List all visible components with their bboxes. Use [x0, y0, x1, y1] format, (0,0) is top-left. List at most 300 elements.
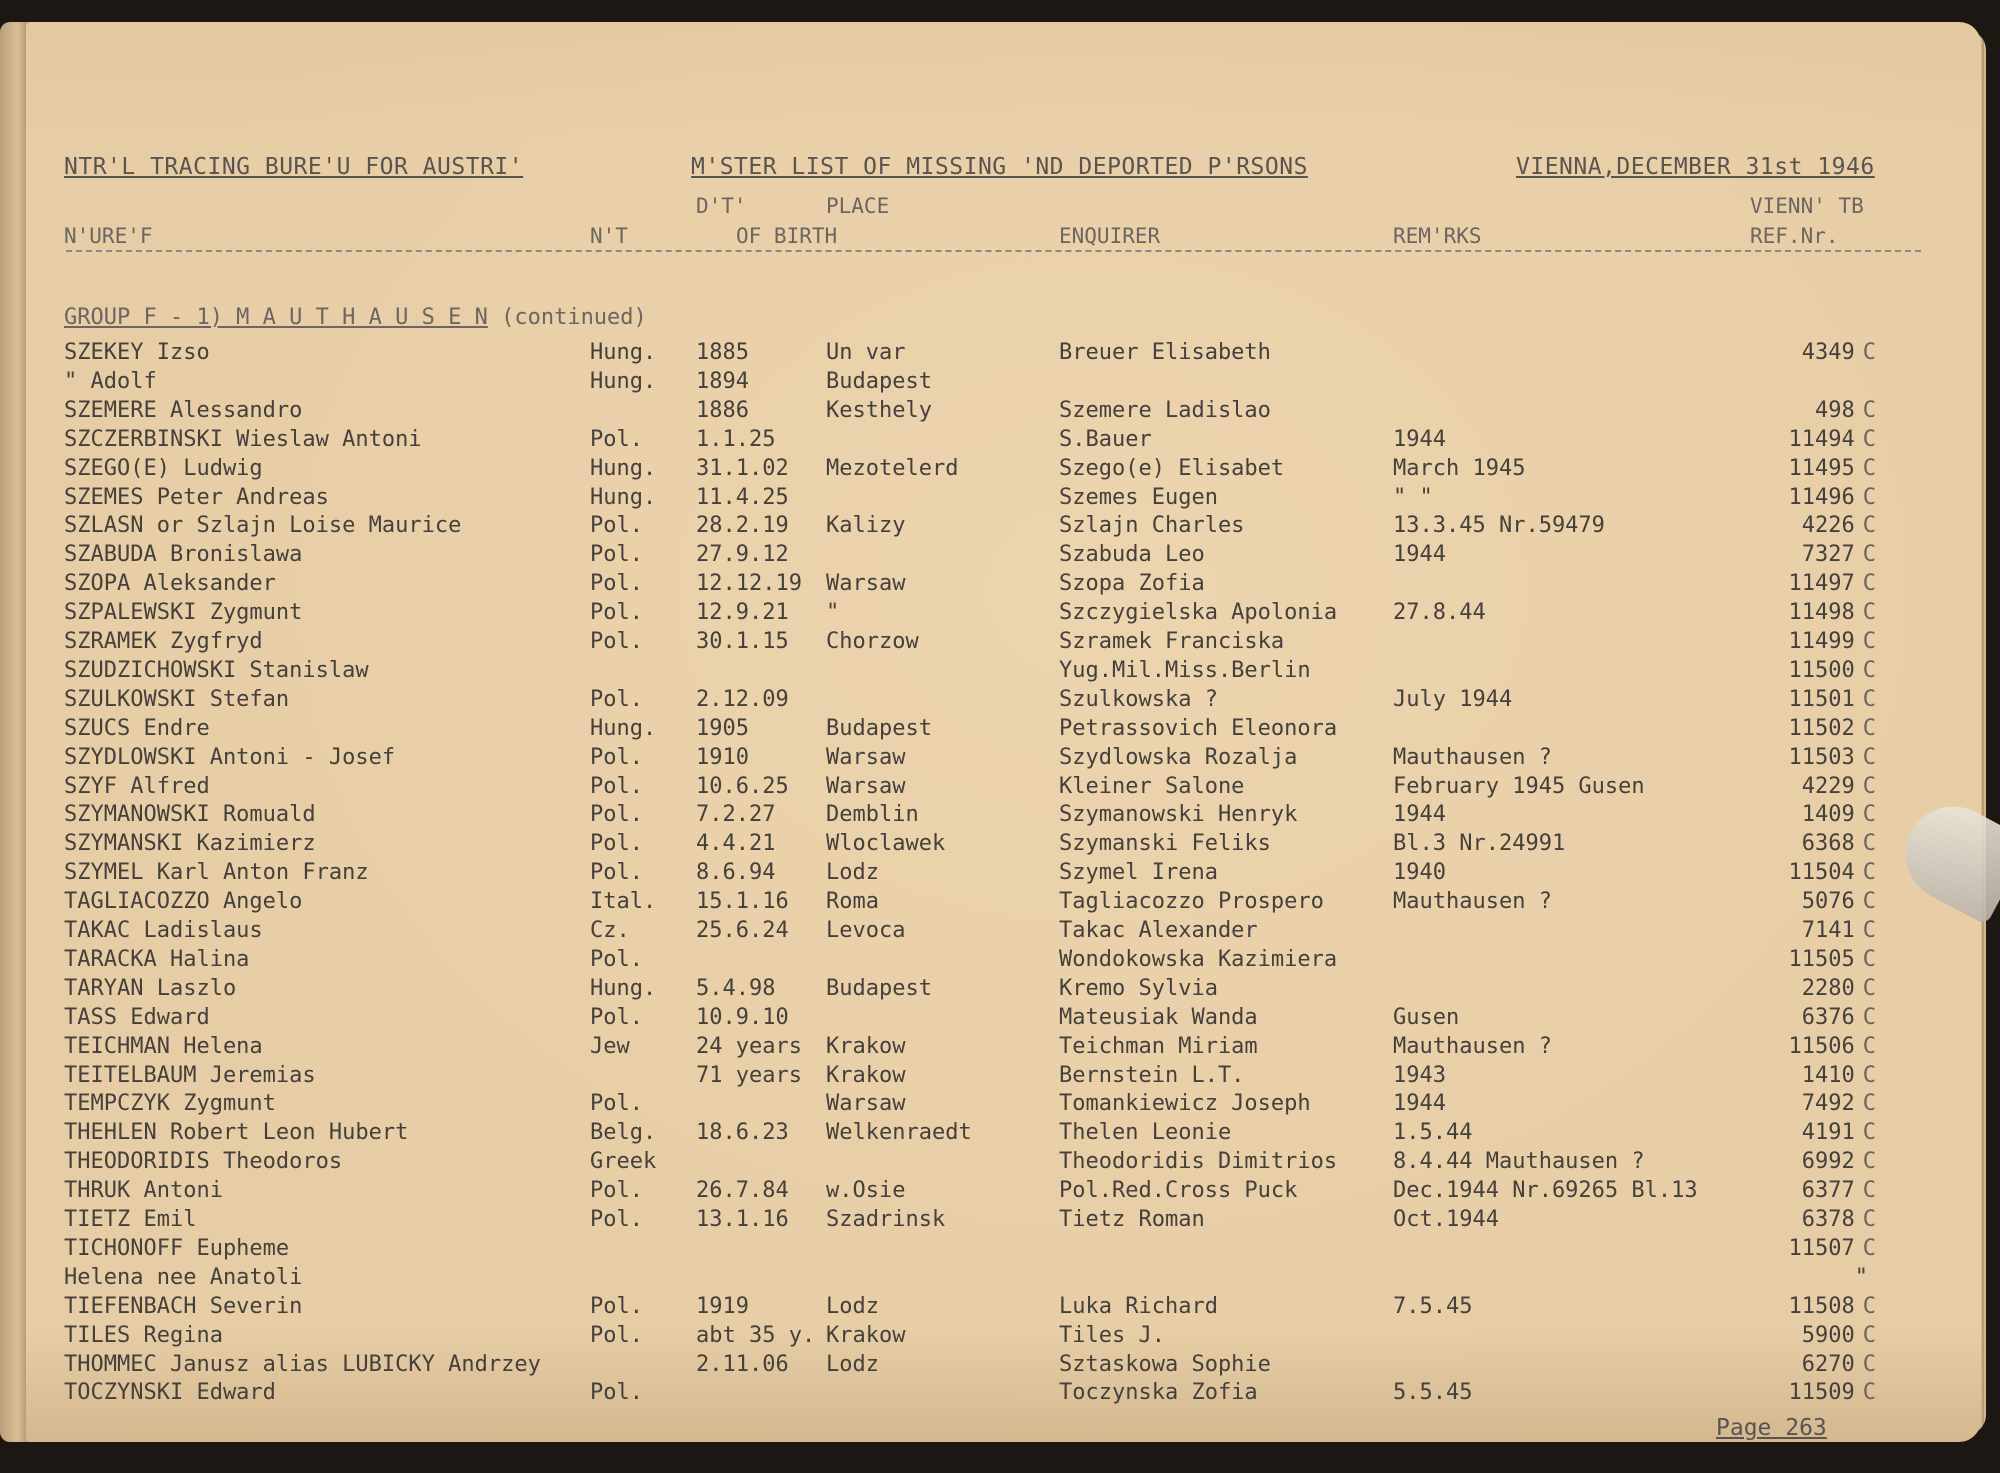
reference-number: 11502 — [1788, 715, 1855, 741]
entry-enquirer: Szymel Irena — [1059, 860, 1218, 886]
entry-remarks: Gusen — [1393, 1004, 1460, 1030]
reference-number: 7327 — [1801, 542, 1855, 568]
entry-reference — [1855, 1265, 1876, 1290]
reference-suffix: C — [1862, 831, 1876, 857]
entry-birth-place: Warsaw — [826, 1091, 906, 1117]
entry-enquirer: Szymanski Feliks — [1059, 831, 1271, 857]
entry-birth-date: 2.12.09 — [696, 686, 789, 712]
reference-suffix: C — [1862, 773, 1876, 799]
entry-reference — [1802, 831, 1876, 856]
col-remarks: REM'RKS — [1393, 224, 1482, 248]
entry-enquirer: Szego(e) Elisabet — [1059, 455, 1285, 481]
page-number: Page 263 — [1716, 1415, 1827, 1441]
entry-nationality: Pol. — [590, 744, 643, 770]
entry-nationality: Pol. — [590, 1091, 643, 1117]
reference-number: 11501 — [1788, 686, 1855, 712]
group-note: (continued) — [501, 305, 647, 330]
entry-birth-place: Welkenraedt — [826, 1120, 972, 1146]
entry-birth-date: 1885 — [696, 340, 749, 365]
entry-name: SZYDLOWSKI Antoni - Josef — [64, 744, 396, 770]
reference-number: 11509 — [1788, 1380, 1855, 1406]
reference-number: 6270 — [1801, 1351, 1855, 1377]
entry-birth-date: 1.1.25 — [696, 426, 776, 452]
reference-number: 1410 — [1801, 1062, 1855, 1088]
entry-birth-date: 10.9.10 — [696, 1004, 789, 1030]
entry-reference — [1815, 398, 1876, 423]
entry-reference — [1789, 629, 1876, 654]
entry-birth-date: 25.6.24 — [696, 918, 789, 943]
entry-birth-date: 15.1.16 — [696, 889, 789, 915]
table-row — [26, 658, 1976, 687]
entry-nationality: Pol. — [590, 802, 643, 828]
entry-nationality: Pol. — [590, 686, 643, 712]
entry-reference — [1789, 745, 1876, 770]
entry-name: SZULKOWSKI Stefan — [64, 686, 290, 712]
entry-birth-date: 28.2.19 — [696, 513, 789, 539]
entry-enquirer: Toczynska Zofia — [1059, 1380, 1258, 1406]
table-row — [26, 1207, 1976, 1236]
entry-enquirer: Szymanowski Henryk — [1059, 802, 1298, 828]
table-row — [26, 1005, 1976, 1034]
reference-number: 11507 — [1788, 1235, 1855, 1261]
table-row — [26, 485, 1976, 514]
entry-reference — [1802, 1149, 1876, 1174]
entry-name: TIEFENBACH Severin — [64, 1293, 303, 1319]
entry-nationality: Pol. — [590, 542, 643, 568]
entry-birth-place: Krakow — [826, 1322, 906, 1348]
table-row — [26, 745, 1976, 774]
entry-nationality: Pol. — [590, 1293, 643, 1319]
entry-remarks: 1943 — [1393, 1062, 1446, 1088]
document-page — [26, 22, 1981, 1442]
table-row — [26, 802, 1976, 831]
reference-suffix: C — [1862, 1380, 1876, 1406]
entry-name: SZOPA Aleksander — [64, 571, 276, 597]
entry-name: " Adolf — [64, 368, 157, 394]
entry-birth-place: Budapest — [826, 715, 932, 741]
entry-reference — [1789, 716, 1876, 741]
entry-name: TASS Edward — [64, 1004, 210, 1030]
entry-remarks: Mauthausen ? — [1393, 889, 1552, 915]
entry-enquirer: Szulkowska ? — [1059, 686, 1218, 712]
entry-enquirer: Tomankiewicz Joseph — [1059, 1091, 1311, 1117]
entry-reference — [1789, 485, 1876, 510]
table-row — [26, 1091, 1976, 1120]
entry-remarks: Oct.1944 — [1393, 1207, 1499, 1232]
reference-suffix: C — [1862, 455, 1876, 481]
entry-nationality: Cz. — [590, 918, 630, 943]
entry-reference — [1802, 1005, 1876, 1030]
reference-suffix: C — [1862, 1207, 1876, 1232]
table-row — [26, 542, 1976, 571]
entry-birth-date: 27.9.12 — [696, 542, 789, 568]
reference-number: 11499 — [1788, 629, 1855, 654]
reference-number: 11508 — [1788, 1293, 1855, 1319]
entry-remarks: 5.5.45 — [1393, 1380, 1473, 1406]
reference-suffix: C — [1862, 918, 1876, 943]
entry-remarks: March 1945 — [1393, 455, 1526, 481]
entry-reference — [1789, 947, 1876, 972]
entry-reference — [1789, 1236, 1876, 1261]
entry-name: SZYMANSKI Kazimierz — [64, 831, 316, 857]
entry-birth-date: 12.9.21 — [696, 600, 789, 626]
reference-number: 11500 — [1788, 657, 1855, 683]
entry-nationality: Pol. — [590, 946, 643, 972]
entry-enquirer: S.Bauer — [1059, 426, 1152, 452]
entry-birth-place: Warsaw — [826, 744, 906, 770]
entry-reference — [1789, 571, 1876, 596]
reference-suffix: C — [1862, 715, 1876, 741]
entry-birth-place: Un var — [826, 340, 906, 365]
bureau-title: NTR'L TRACING BURE'U FOR AUSTRI' — [64, 154, 524, 180]
entry-birth-date: 1905 — [696, 715, 749, 741]
entry-name: TEITELBAUM Jeremias — [64, 1062, 316, 1088]
entry-enquirer: Szabuda Leo — [1059, 542, 1205, 568]
entry-enquirer: Tagliacozzo Prospero — [1059, 889, 1324, 915]
entry-name: SZUDZICHOWSKI Stanislaw — [64, 657, 369, 683]
entry-reference — [1802, 340, 1876, 365]
entry-birth-date: abt 35 y. — [696, 1322, 816, 1348]
reference-number: 11505 — [1788, 946, 1855, 972]
entry-remarks: 1944 — [1393, 426, 1446, 452]
entry-enquirer: Szopa Zofia — [1059, 571, 1205, 597]
entry-remarks: Dec.1944 Nr.69265 Bl.13 — [1393, 1178, 1698, 1204]
entry-nationality: Pol. — [590, 1004, 643, 1030]
table-row — [26, 1265, 1976, 1294]
entry-birth-place: Lodz — [826, 860, 879, 886]
entry-reference — [1789, 1294, 1876, 1319]
table-row — [26, 947, 1976, 976]
entry-birth-place: Lodz — [826, 1351, 879, 1377]
entry-birth-place: Chorzow — [826, 629, 919, 654]
entry-nationality: Jew — [590, 1033, 630, 1059]
group-label: GROUP F - 1) M A U T H A U S E N — [64, 305, 488, 330]
entry-name: TEMPCZYK Zygmunt — [64, 1091, 276, 1117]
entry-birth-place: Kesthely — [826, 397, 932, 423]
entry-name: SZRAMEK Zygfryd — [64, 629, 263, 654]
entry-reference — [1802, 802, 1876, 827]
entry-enquirer: Szemere Ladislao — [1059, 397, 1271, 423]
reference-suffix: C — [1862, 686, 1876, 712]
entry-birth-date: 13.1.16 — [696, 1207, 789, 1232]
reference-suffix: C — [1862, 946, 1876, 972]
reference-number: 4226 — [1801, 513, 1855, 539]
entry-birth-date: 1894 — [696, 368, 749, 394]
entry-birth-place: " — [826, 600, 840, 626]
entry-remarks: " " — [1393, 484, 1433, 510]
entry-birth-place: Budapest — [826, 975, 932, 1001]
entry-name: TAGLIACOZZO Angelo — [64, 889, 303, 915]
entry-name: TAKAC Ladislaus — [64, 918, 263, 943]
table-row — [26, 1380, 1976, 1409]
entry-enquirer: Kleiner Salone — [1059, 773, 1245, 799]
entry-reference — [1802, 1352, 1876, 1377]
reference-suffix: C — [1862, 340, 1876, 365]
col-ref-line2: REF.Nr. — [1750, 224, 1839, 248]
table-row — [26, 1294, 1976, 1323]
entry-enquirer: Szemes Eugen — [1059, 484, 1218, 510]
table-row — [26, 427, 1976, 456]
table-row — [26, 1178, 1976, 1207]
reference-number: 11497 — [1788, 571, 1855, 597]
entry-enquirer: Szlajn Charles — [1059, 513, 1245, 539]
entry-name: SZPALEWSKI Zygmunt — [64, 600, 303, 626]
reference-number: 11498 — [1788, 600, 1855, 626]
entry-name: SZCZERBINSKI Wieslaw Antoni — [64, 426, 422, 452]
entry-nationality: Hung. — [590, 455, 657, 481]
entry-reference — [1802, 513, 1876, 538]
entry-nationality: Pol. — [590, 571, 643, 597]
entry-name: Helena nee Anatoli — [64, 1264, 303, 1290]
entry-name: THEHLEN Robert Leon Hubert — [64, 1120, 409, 1146]
reference-suffix: C — [1862, 600, 1876, 626]
entry-birth-date: 1886 — [696, 397, 749, 423]
reference-suffix: C — [1862, 657, 1876, 683]
entry-reference — [1789, 658, 1876, 683]
entry-reference — [1802, 1120, 1876, 1145]
entry-birth-place: Demblin — [826, 802, 919, 828]
entry-remarks: 1944 — [1393, 542, 1446, 568]
reference-suffix: C — [1862, 1062, 1876, 1088]
entry-remarks: 1.5.44 — [1393, 1120, 1473, 1146]
reference-number: 4229 — [1801, 773, 1855, 799]
entry-remarks: 1940 — [1393, 860, 1446, 886]
table-row — [26, 1034, 1976, 1063]
entry-name: SZEMERE Alessandro — [64, 397, 303, 423]
table-row — [26, 774, 1976, 803]
table-row — [26, 369, 1976, 398]
reference-suffix: C — [1862, 513, 1876, 539]
list-title: M'STER LIST OF MISSING 'ND DEPORTED P'RSONS — [691, 154, 1308, 180]
entry-reference — [1789, 427, 1876, 452]
reference-suffix: C — [1862, 542, 1876, 568]
col-enquirer: ENQUIRER — [1059, 224, 1161, 248]
entry-nationality: Belg. — [590, 1120, 657, 1146]
table-row — [26, 340, 1976, 369]
entry-nationality: Hung. — [590, 484, 657, 510]
reference-suffix: C — [1862, 571, 1876, 597]
reference-number: 4349 — [1801, 340, 1855, 365]
entry-remarks: 13.3.45 Nr.59479 — [1393, 513, 1605, 539]
entry-reference — [1802, 1207, 1876, 1232]
reference-suffix: C — [1862, 744, 1876, 770]
reference-number: 11506 — [1788, 1033, 1855, 1059]
entry-nationality: Hung. — [590, 715, 657, 741]
entry-name: TARACKA Halina — [64, 946, 250, 972]
entry-birth-date: 24 years — [696, 1033, 802, 1059]
header-rule — [66, 250, 1921, 252]
entry-name: SZYMANOWSKI Romuald — [64, 802, 316, 828]
table-row — [26, 456, 1976, 485]
reference-number: 6377 — [1801, 1178, 1855, 1204]
reference-suffix: C — [1862, 1033, 1876, 1059]
entry-birth-date: 4.4.21 — [696, 831, 776, 857]
table-row — [26, 889, 1976, 918]
entry-enquirer: Szczygielska Apolonia — [1059, 600, 1338, 626]
entry-birth-place: Krakow — [826, 1033, 906, 1059]
entry-enquirer: Yug.Mil.Miss.Berlin — [1059, 657, 1311, 683]
entry-birth-place: Mezotelerd — [826, 455, 959, 481]
entry-name: SZABUDA Bronislawa — [64, 542, 303, 568]
reference-number: 11504 — [1788, 860, 1855, 886]
entry-enquirer: Tiles J. — [1059, 1322, 1165, 1348]
table-row — [26, 398, 1976, 427]
reference-suffix: C — [1862, 860, 1876, 886]
entry-enquirer: Mateusiak Wanda — [1059, 1004, 1258, 1030]
table-row — [26, 1236, 1976, 1265]
reference-number: 7141 — [1801, 918, 1855, 943]
entry-birth-date: 1919 — [696, 1293, 749, 1319]
entry-name: TICHONOFF Eupheme — [64, 1235, 290, 1261]
reference-number: 6368 — [1801, 831, 1855, 857]
entry-birth-place: Lodz — [826, 1293, 879, 1319]
reference-suffix: C — [1862, 889, 1876, 915]
entry-birth-date: 26.7.84 — [696, 1178, 789, 1204]
entry-nationality: Pol. — [590, 426, 643, 452]
entry-nationality: Hung. — [590, 340, 657, 365]
reference-suffix: C — [1862, 802, 1876, 828]
entry-remarks: February 1945 Gusen — [1393, 773, 1645, 799]
entry-birth-place: Wloclawek — [826, 831, 946, 857]
reference-suffix: C — [1862, 484, 1876, 510]
entry-birth-place: Roma — [826, 889, 879, 915]
entry-reference — [1802, 1323, 1876, 1348]
entry-birth-date: 7.2.27 — [696, 802, 776, 828]
table-row — [26, 918, 1976, 947]
entry-reference — [1802, 1178, 1876, 1203]
entry-name: SZUCS Endre — [64, 715, 210, 741]
reference-number: " — [1854, 1264, 1868, 1290]
entry-remarks: 27.8.44 — [1393, 600, 1486, 626]
reference-number: 6378 — [1801, 1207, 1855, 1232]
reference-number: 11496 — [1788, 484, 1855, 510]
reference-suffix: C — [1862, 1091, 1876, 1117]
entry-birth-date: 12.12.19 — [696, 571, 802, 597]
entry-nationality: Pol. — [590, 1178, 643, 1204]
reference-number: 11494 — [1788, 426, 1855, 452]
entry-reference — [1802, 1063, 1876, 1088]
entry-nationality: Pol. — [590, 831, 643, 857]
reference-suffix: C — [1862, 1235, 1876, 1261]
entry-birth-place: Warsaw — [826, 773, 906, 799]
col-place-line2: OF BIRTH — [736, 224, 838, 248]
entry-remarks: Bl.3 Nr.24991 — [1393, 831, 1566, 857]
table-row — [26, 1323, 1976, 1352]
entry-reference — [1789, 1380, 1876, 1405]
reference-suffix: C — [1862, 1149, 1876, 1175]
reference-number: 498 — [1815, 397, 1855, 423]
entry-name: SZEKEY Izso — [64, 340, 210, 365]
reference-number: 5076 — [1801, 889, 1855, 915]
entry-birth-date: 2.11.06 — [696, 1351, 789, 1377]
entry-reference — [1789, 860, 1876, 885]
entry-birth-date: 30.1.15 — [696, 629, 789, 654]
reference-suffix: C — [1862, 975, 1876, 1001]
entry-enquirer: Thelen Leonie — [1059, 1120, 1232, 1146]
entry-nationality: Pol. — [590, 773, 643, 799]
entry-birth-date: 71 years — [696, 1062, 802, 1088]
entry-reference — [1868, 369, 1876, 394]
reference-suffix: C — [1862, 397, 1876, 423]
reference-number: 4191 — [1801, 1120, 1855, 1146]
entry-enquirer: Szramek Franciska — [1059, 629, 1285, 654]
table-row — [26, 716, 1976, 745]
entry-enquirer: Luka Richard — [1059, 1293, 1218, 1319]
entry-name: THEODORIDIS Theodoros — [64, 1149, 343, 1175]
entry-enquirer: Wondokowska Kazimiera — [1059, 946, 1338, 972]
entry-name: THRUK Antoni — [64, 1178, 223, 1204]
entry-remarks: 7.5.45 — [1393, 1293, 1473, 1319]
reference-number: 6376 — [1801, 1004, 1855, 1030]
entry-enquirer: Sztaskowa Sophie — [1059, 1351, 1271, 1377]
entry-birth-place: Warsaw — [826, 571, 906, 597]
entry-birth-date: 18.6.23 — [696, 1120, 789, 1146]
reference-suffix: C — [1862, 1351, 1876, 1377]
entry-name: THOMMEC Janusz alias LUBICKY Andrzey — [64, 1351, 541, 1377]
entry-name: SZEMES Peter Andreas — [64, 484, 329, 510]
col-date-line1: D'T' — [696, 194, 747, 218]
entry-enquirer: Szydlowska Rozalja — [1059, 744, 1298, 770]
table-row — [26, 976, 1976, 1005]
entry-birth-place: Budapest — [826, 368, 932, 394]
entry-remarks: Mauthausen ? — [1393, 744, 1552, 770]
entry-nationality: Pol. — [590, 629, 643, 654]
entry-birth-place: w.Osie — [826, 1178, 906, 1204]
entry-name: SZYMEL Karl Anton Franz — [64, 860, 369, 886]
entry-nationality: Pol. — [590, 860, 643, 886]
entry-reference — [1789, 456, 1876, 481]
entry-name: TILES Regina — [64, 1322, 223, 1348]
entry-reference — [1802, 774, 1876, 799]
reference-suffix: C — [1862, 1120, 1876, 1146]
entry-nationality: Pol. — [590, 1207, 643, 1232]
table-row — [26, 831, 1976, 860]
entry-birth-date: 11.4.25 — [696, 484, 789, 510]
col-place-line1: PLACE — [826, 194, 890, 218]
entry-birth-place: Krakow — [826, 1062, 906, 1088]
entry-enquirer: Breuer Elisabeth — [1059, 340, 1271, 365]
entry-name: SZLASN or Szlajn Loise Maurice — [64, 513, 462, 539]
entry-name: TEICHMAN Helena — [64, 1033, 263, 1059]
entry-enquirer: Pol.Red.Cross Puck — [1059, 1178, 1298, 1204]
table-row — [26, 571, 1976, 600]
entry-reference — [1789, 600, 1876, 625]
reference-number: 5900 — [1801, 1322, 1855, 1348]
entry-birth-date: 31.1.02 — [696, 455, 789, 481]
reference-number: 6992 — [1801, 1149, 1855, 1175]
group-heading — [64, 305, 647, 330]
entry-birth-place: Levoca — [826, 918, 906, 943]
entry-nationality: Ital. — [590, 889, 657, 915]
reference-suffix: C — [1862, 1178, 1876, 1204]
entry-birth-place: Kalizy — [826, 513, 906, 539]
entry-remarks: 1944 — [1393, 1091, 1446, 1117]
entry-enquirer: Theodoridis Dimitrios — [1059, 1149, 1338, 1175]
entry-birth-place: Szadrinsk — [826, 1207, 946, 1232]
entry-enquirer: Bernstein L.T. — [1059, 1062, 1245, 1088]
reference-suffix: C — [1862, 1293, 1876, 1319]
entry-enquirer: Petrassovich Eleonora — [1059, 715, 1338, 741]
entry-remarks: Mauthausen ? — [1393, 1033, 1552, 1059]
entry-reference — [1802, 918, 1876, 943]
reference-number: 11503 — [1788, 744, 1855, 770]
col-nationality: N'T — [590, 224, 628, 248]
entry-remarks: July 1944 — [1393, 686, 1513, 712]
entry-enquirer: Takac Alexander — [1059, 918, 1258, 943]
entry-birth-date: 1910 — [696, 744, 749, 770]
entry-birth-date: 8.6.94 — [696, 860, 776, 886]
entry-nationality: Hung. — [590, 368, 657, 394]
